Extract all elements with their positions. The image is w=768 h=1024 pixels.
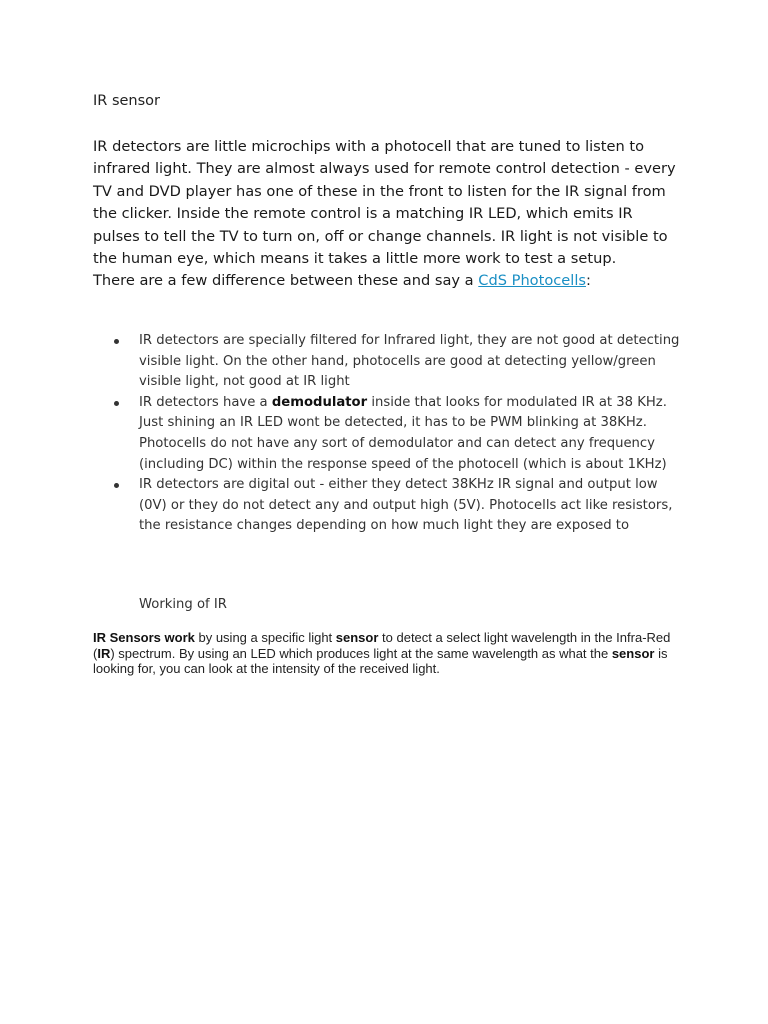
difference-line (93, 270, 678, 292)
section-heading: Working of IR (139, 597, 227, 612)
list-item-text: IR detectors are specially filtered for Infrared light, they are not good at detecting visible light. On the other hand, photocells are good at detecting yellow/green visible light, not good at IR light (139, 333, 680, 390)
list-item-text-after: inside that looks for modulated IR at 38 KHz. Just shining an IR LED wont be detected, it has to be PWM blinking at 38KHz. Photocells do not have any sort of demodulator and can detect any frequency (including DC) within the response speed of the photocell (which is about 1KHz) (139, 394, 667, 472)
list-item (112, 475, 682, 537)
closing-text: to detect a select light wavelength in the Infra-Red ( (93, 630, 671, 661)
bold-term: IR (97, 645, 111, 661)
difference-prefix: There are a few difference between these and say a (93, 272, 479, 290)
bold-term: sensor (335, 630, 379, 645)
intro-text: IR detectors are little microchips with a photocell that are tuned to listen to infrared light. They are almost always used for remote control detection - every TV and DVD player has one of these in the front to listen for the IR signal from the clicker. Inside the remote control is a matching IR LED, which emits IR pulses to tell the TV to turn on, off or change channels. IR light is not visible to the human eye, which means it takes a little more work to test a setup. (93, 138, 676, 268)
page-title: IR sensor (93, 93, 161, 109)
list-item (112, 393, 682, 475)
bold-term: sensor (611, 645, 655, 661)
closing-text: ) spectrum. By using an LED which produces light at the same wavelength as what the (110, 645, 612, 661)
difference-suffix: : (585, 272, 591, 290)
demodulator-term: demodulator (271, 394, 368, 410)
list-item-text-before: IR detectors have a (139, 394, 272, 410)
bullet-icon (114, 339, 119, 344)
closing-text: is looking for, you can look at the intensity of the received light. (93, 645, 668, 676)
cds-photocells-link[interactable]: CdS Photocells (478, 272, 586, 290)
bullet-icon (114, 401, 119, 406)
list-item-text: IR detectors are digital out - either they detect 38KHz IR signal and output low (0V) or they do not detect any and output high (5V). Photocells act like resistors, the resistance changes depending on how much light they are exposed to (139, 477, 673, 534)
bullet-icon (114, 483, 119, 488)
bold-term: IR Sensors work (93, 630, 195, 645)
closing-paragraph (93, 630, 678, 677)
list-item (112, 331, 682, 393)
difference-list (112, 331, 682, 537)
intro-paragraph (93, 136, 678, 293)
closing-text: by using a specific light (194, 630, 336, 645)
